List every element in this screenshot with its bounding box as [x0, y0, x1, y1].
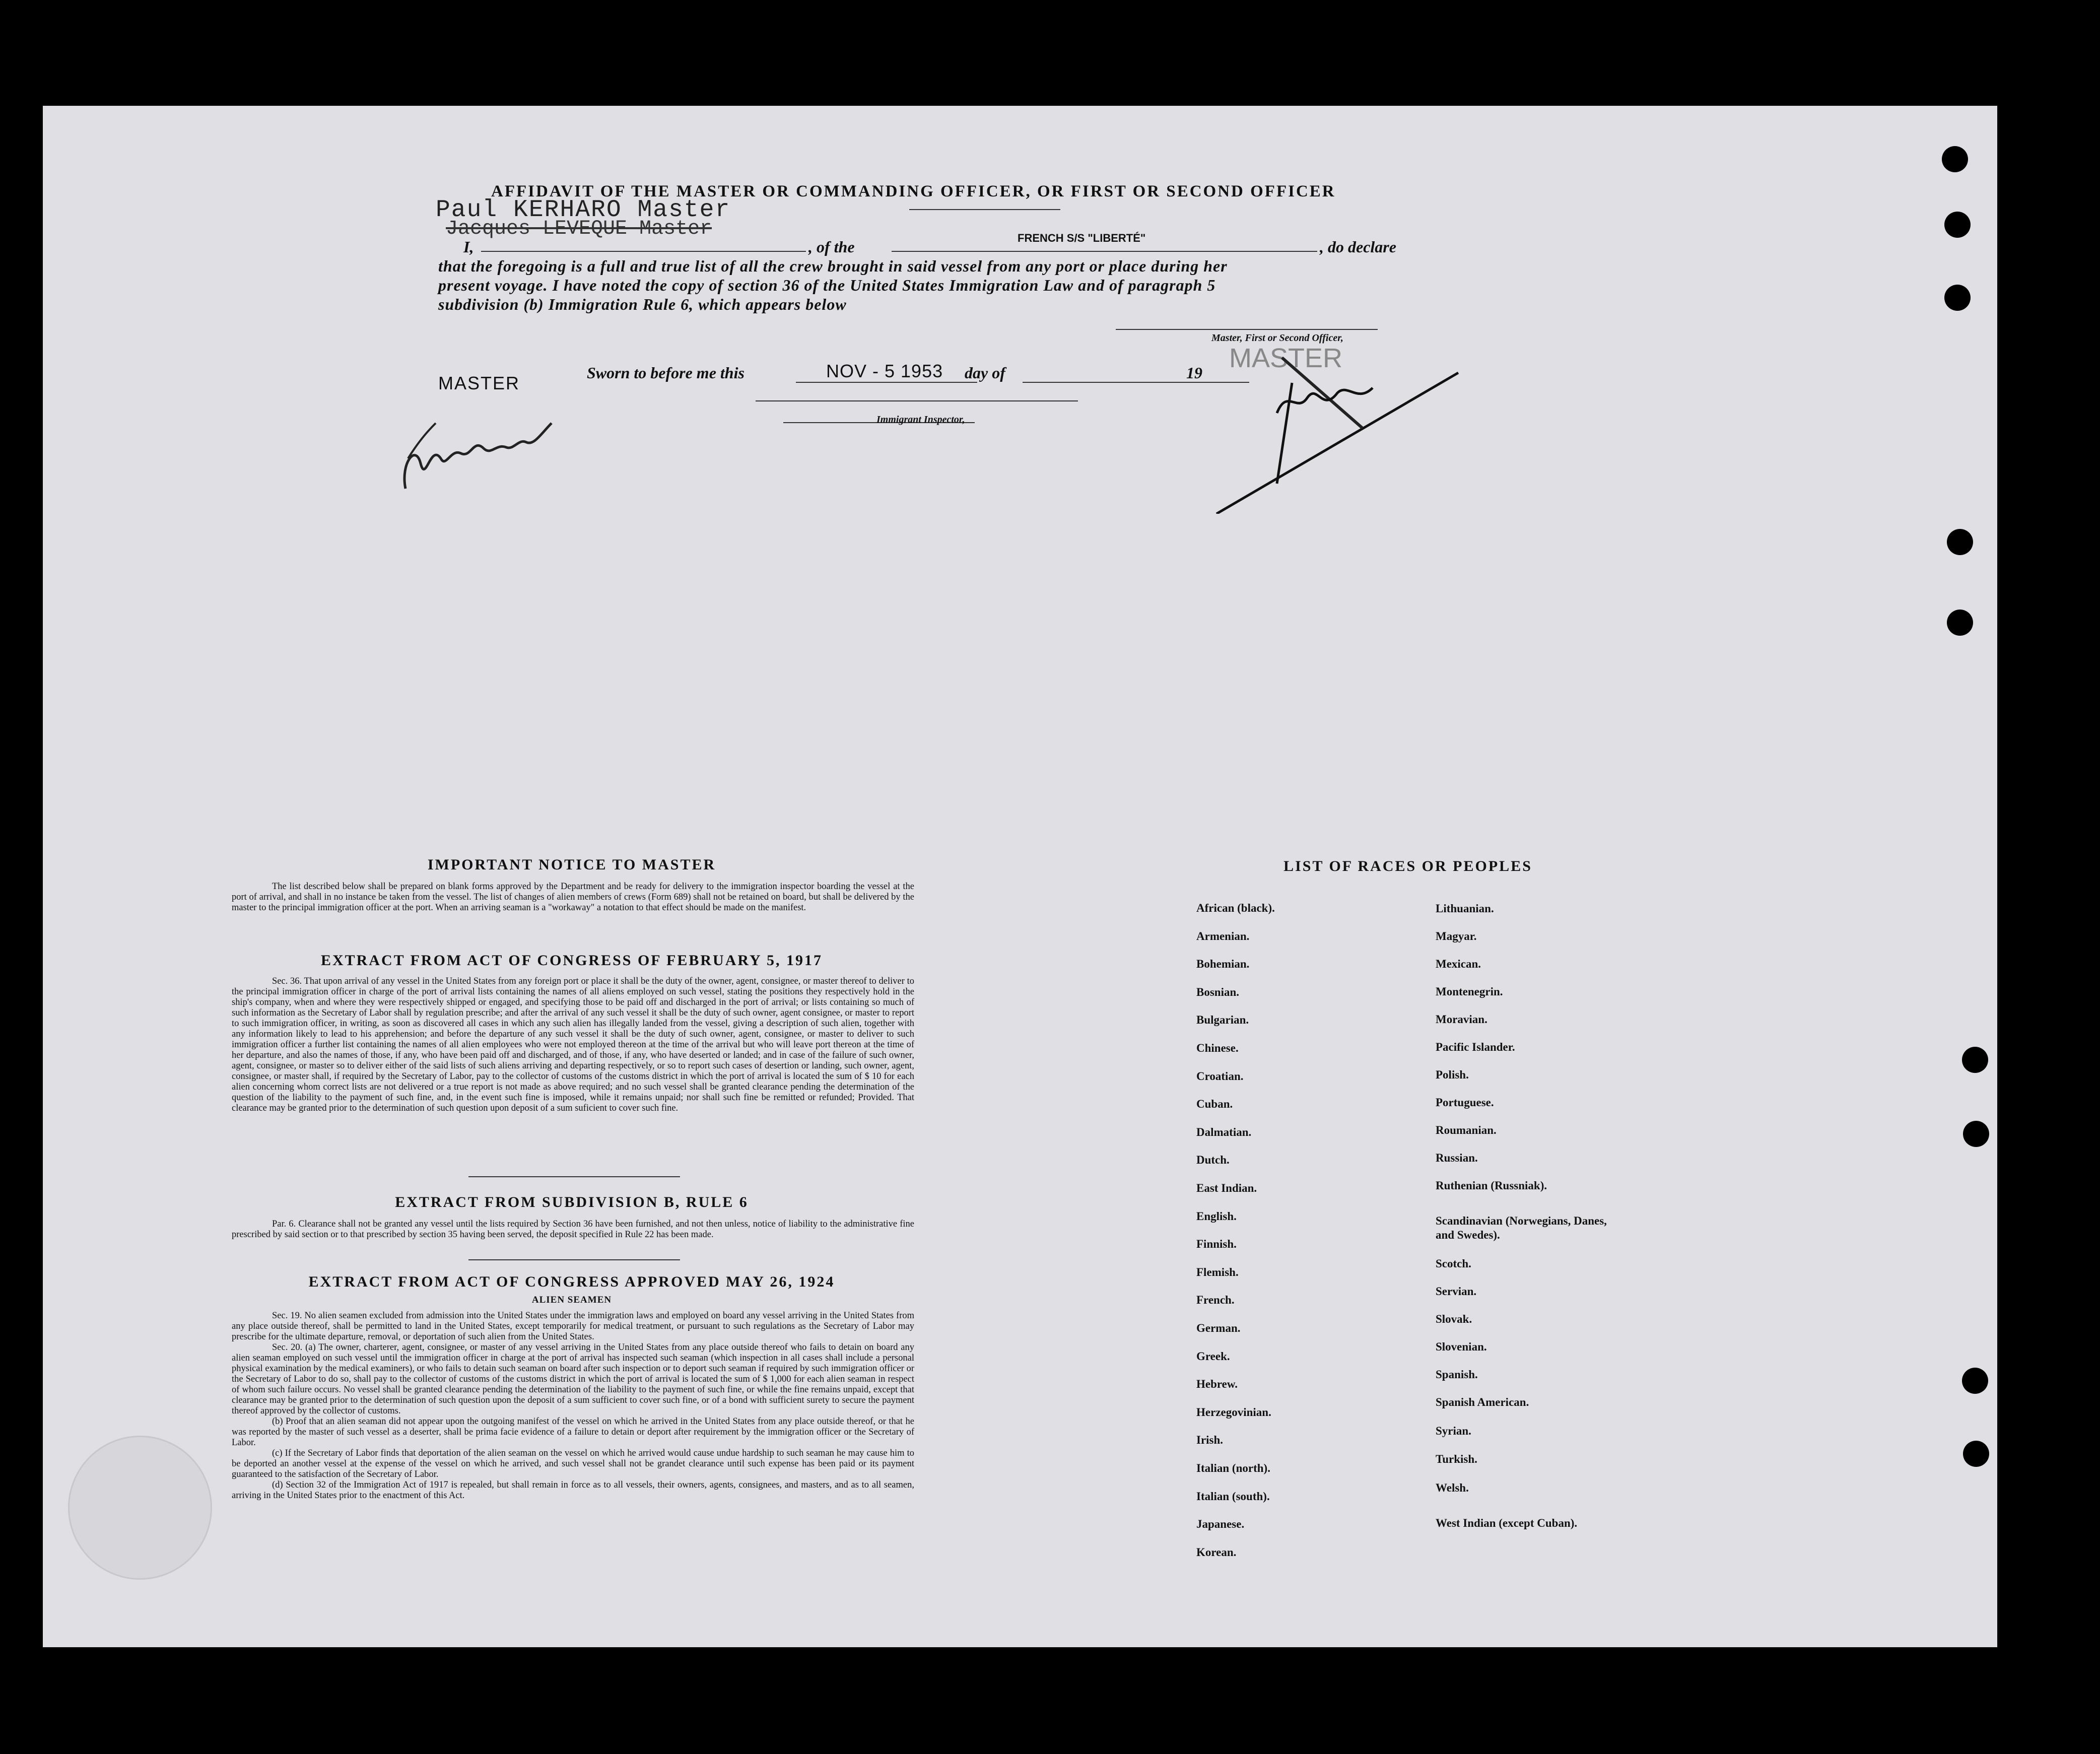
struck-name: Jacques LEVEQUE Master	[446, 218, 712, 240]
race-item: Spanish.	[1436, 1368, 1478, 1381]
race-item: Pacific Islander.	[1436, 1041, 1515, 1053]
race-item: Italian (south).	[1196, 1490, 1270, 1503]
races-title: LIST OF RACES OR PEOPLES	[1283, 858, 1532, 874]
rule6-title: EXTRACT FROM SUBDIVISION B, RULE 6	[395, 1194, 749, 1210]
race-item: Bulgarian.	[1196, 1014, 1249, 1027]
punch-hole	[1963, 1441, 1989, 1467]
notice-title: IMPORTANT NOTICE TO MASTER	[427, 856, 716, 873]
race-item: Greek.	[1196, 1350, 1230, 1363]
inspector-label: Immigrant Inspector,	[876, 414, 965, 425]
race-item: Moravian.	[1436, 1013, 1487, 1026]
race-item: Slovak.	[1436, 1313, 1472, 1325]
race-item: Korean.	[1196, 1545, 1237, 1559]
race-item: Syrian.	[1436, 1425, 1471, 1437]
master-typed-name: Paul KERHARO Master	[436, 196, 731, 224]
race-item: Chinese.	[1196, 1042, 1239, 1054]
race-item: Hebrew.	[1196, 1378, 1238, 1391]
embossed-seal	[68, 1436, 212, 1580]
affidavit-line-4: subdivision (b) Immigration Rule 6, which appears below	[438, 295, 847, 313]
act1917-text: Sec. 36. That upon arrival of any vessel in the United States from any foreign port or place it shall be the duty of the owner, agent, consignee, or master thereof to deliver to the principal immigration officer in charge of the port of arrival lists containing the names of all aliens employed on such vessel, stating the positions they respectively hold in the ship's company, when and where they were respectively shipped or engaged, and specifying those to be paid off and discharged in the port of arrival; or lists containing so much of such information as the Secretary of Labor shall by regulation prescribe; and after the arrival of any such vessel it shall be the duty of such owner, agent consignee, or master to report to such immigration officer, in writing, as soon as discovered all cases in which any such alien has illegally landed from the vessel, giving a description of such alien, together with any information likely to lead to his apprehension; and before the departure of any such vessel it shall be the duty of such owner, agent, consignee, or master to deliver to such immigration officer a further list containing the names of all alien employees who were not employed thereon at the time of the arrival but who will leave port thereon at the time of her departure, and also the names of those, if any, who have been paid off and discharged, and of those, if any, who have deserted or landed; and in case of the failure of such owner, agent, consignee, or master so to deliver either of the said lists of such aliens arriving and departing respectively, or so to report such cases of desertion or landing, such owner, agent, consignee, or master shall, if required by the Secretary of Labor, pay to the collector of customs of the customs district in which the port of arrival is located the sum of $ 10 for each alien concerning whom correct lists are not delivered or a true report is not made as above required; and no such vessel shall be granted clearance pending the determination of the question of the liability to the payment of such fine, and, in the event such fine is imposed, while it remains unpaid; nor shall such fine be remitted or refunded; Provided. That clearance may be granted prior to the determination of such question upon deposit of a sum suficient to cover such fine.	[232, 976, 914, 1113]
race-item: Flemish.	[1196, 1265, 1239, 1278]
race-item: Turkish.	[1436, 1453, 1477, 1465]
punch-hole	[1944, 212, 1971, 238]
master-signature	[1201, 353, 1463, 514]
race-item: Dalmatian.	[1196, 1125, 1252, 1138]
day-line	[796, 382, 977, 383]
separator	[468, 1259, 680, 1260]
sec20a-text: Sec. 20. (a) The owner, charterer, agent, consignee, or master of any vessel arriving in the United States from any place outside thereof who fails to detain on board any alien seaman employed on such vessel until the immigration officer in charge at the port of arrival has inspected such seaman (which inspection in all cases shall include a personal physical examination by the medical examiners), or who fails to detain such seaman on board after such inspection or to deport such seaman if required by such immigration officer or the Secretary of Labor to do so, shall pay to the collector of customs of the customs district in which the port of arrival is located the sum of $ 1,000 for each alien seaman in respect of whom such failure occurs. No vessel shall be granted clearance pending the determination of the liability to the payment of such fine, or while the fine remains unpaid, except that clearance may be granted prior to the determination of such question upon the deposit of a sum sufficient to cover such fine, or of a bond with sufficient surety to secure the payment thereof approved by the collector of customs.	[232, 1342, 914, 1416]
sec20d-text: (d) Section 32 of the Immigration Act of 1917 is repealed, but shall remain in force as to all vessels, their owners, agents, consignees, and masters, and as to all seamen, arriving in the United States prior to the enactment of this Act.	[232, 1480, 914, 1501]
race-item: Montenegrin.	[1436, 985, 1503, 998]
race-item: French.	[1196, 1294, 1235, 1307]
rule6-text: Par. 6. Clearance shall not be granted any vessel until the lists required by Section 36 have been furnished, and not then unless, notice of liability to the administrative fine prescribed by said section or to that prescribed by section 35 having been served, the deposit specified in Rule 22 has been made.	[232, 1219, 914, 1240]
separator	[468, 1176, 680, 1177]
race-item: Scandinavian (Norwegians, Danes, and Swedes).	[1436, 1215, 1607, 1241]
race-item: West Indian (except Cuban).	[1436, 1517, 1578, 1529]
race-item: Slovenian.	[1436, 1340, 1487, 1353]
race-item: German.	[1196, 1322, 1241, 1334]
title-underline	[909, 209, 1060, 210]
inspector-signature	[385, 388, 587, 509]
race-item: Bohemian.	[1196, 958, 1250, 971]
vessel-name: FRENCH S/S "LIBERTÉ"	[1018, 232, 1146, 244]
i-word: I,	[463, 238, 474, 256]
affidavit-line-2: that the foregoing is a full and true list of all the crew brought in said vessel from any port or place during her	[438, 257, 1228, 275]
sec20c-text: (c) If the Secretary of Labor finds that deportation of the alien seaman on the vessel on which he arrived would cause undue hardship to such seaman he may cause him to be deported an another vessel at the expense of the vessel on which he arrived, and such vessel shall not be grandet clearance until such expense has been paid or its payment guaranteed to the satisfaction of the Secretary of Labor.	[232, 1448, 914, 1479]
race-item: Roumanian.	[1436, 1124, 1497, 1136]
sec20b-text: (b) Proof that an alien seaman did not appear upon the outgoing manifest of the vessel on which he arrived in the United States from any place outside thereof, or that he was reported by the master of such vessel as a deserter, shall be prima facie evidence of a failure to detain or deport after requirement by the immigration officer or the Secretary of Labor.	[232, 1416, 914, 1448]
race-item: Armenian.	[1196, 929, 1250, 942]
race-item: Finnish.	[1196, 1238, 1237, 1251]
sworn-text: Sworn to before me this	[587, 364, 744, 382]
race-item: Servian.	[1436, 1285, 1477, 1298]
affidavit-title: AFFIDAVIT OF THE MASTER OR COMMANDING OFFICER, OR FIRST OR SECOND OFFICER	[491, 182, 1336, 200]
race-item: Polish.	[1436, 1068, 1469, 1081]
officer-line	[1116, 329, 1378, 330]
act1924-body	[232, 1311, 914, 1501]
punch-hole	[1963, 1121, 1989, 1147]
date-stamp: NOV - 5 1953	[826, 361, 943, 381]
race-item: Bosnian.	[1196, 985, 1240, 998]
race-item: Cuban.	[1196, 1098, 1233, 1111]
race-item: Irish.	[1196, 1434, 1224, 1447]
race-item: Russian.	[1436, 1152, 1478, 1164]
race-item: Welsh.	[1436, 1481, 1469, 1494]
punch-hole	[1942, 146, 1968, 172]
sworn-underline	[756, 400, 1078, 401]
race-item: English.	[1196, 1209, 1237, 1223]
declare: , do declare	[1320, 238, 1396, 256]
race-item: Japanese.	[1196, 1518, 1245, 1531]
race-item: Dutch.	[1196, 1154, 1230, 1167]
year-prefix: 19	[1186, 364, 1202, 382]
punch-hole	[1947, 610, 1973, 636]
punch-hole	[1944, 285, 1971, 311]
name-line	[481, 251, 806, 252]
sec19-text: Sec. 19. No alien seamen excluded from admission into the United States under the immigration laws and employed on board any vessel arriving in the United States from any place outside thereof, shall be permitted to land in the United States, except temporarily for medical treatment, or pursuant to such regulations as the Secretary of Labor may prescribe for the ultimate departure, removal, or deportation of such alien from the United States.	[232, 1311, 914, 1342]
race-item: Ruthenian (Russniak).	[1436, 1179, 1547, 1192]
vessel-line	[892, 251, 1317, 252]
race-item: East Indian.	[1196, 1182, 1257, 1194]
race-item: Spanish American.	[1436, 1396, 1529, 1408]
affidavit-line-3: present voyage. I have noted the copy of section 36 of the United States Immigration Law and of paragraph 5	[438, 276, 1216, 294]
race-item: Croatian.	[1196, 1069, 1244, 1083]
master-stamp-left: MASTER	[438, 373, 520, 393]
race-item: Scotch.	[1436, 1257, 1471, 1270]
act1917-title: EXTRACT FROM ACT OF CONGRESS OF FEBRUARY 5, 1917	[320, 952, 823, 969]
master-stamp-right: MASTER	[1229, 343, 1343, 373]
race-item: Herzegovinian.	[1196, 1405, 1271, 1419]
race-item: Portuguese.	[1436, 1096, 1494, 1109]
notice-text: The list described below shall be prepared on blank forms approved by the Department and be ready for delivery to the immigration inspector boarding the vessel at the port of arrival, and shall in no instance be taken from the vessel. The list of changes of alien members of crews (Form 689) shall not be retained on board, but shall be delivered by the master to the principal immigration officer at the port. When an arriving seaman is a "workaway" a notation to that effect should be made on the manifest.	[232, 882, 914, 913]
punch-hole	[1962, 1368, 1988, 1394]
act1924-subtitle: ALIEN SEAMEN	[531, 1295, 612, 1305]
race-item: African (black).	[1196, 902, 1275, 914]
race-item: Lithuanian.	[1436, 902, 1494, 915]
race-item: Italian (north).	[1196, 1462, 1270, 1474]
race-item: Magyar.	[1436, 930, 1477, 942]
document-page	[43, 106, 1997, 1647]
of-the: , of the	[808, 238, 855, 256]
officer-label: Master, First or Second Officer,	[1211, 332, 1343, 344]
punch-hole	[1962, 1047, 1988, 1073]
punch-hole	[1947, 529, 1973, 555]
day-of: day of	[965, 364, 1005, 382]
act1924-title: EXTRACT FROM ACT OF CONGRESS APPROVED MAY 26, 1924	[308, 1273, 835, 1290]
race-item: Mexican.	[1436, 958, 1481, 970]
month-line	[1023, 382, 1209, 383]
